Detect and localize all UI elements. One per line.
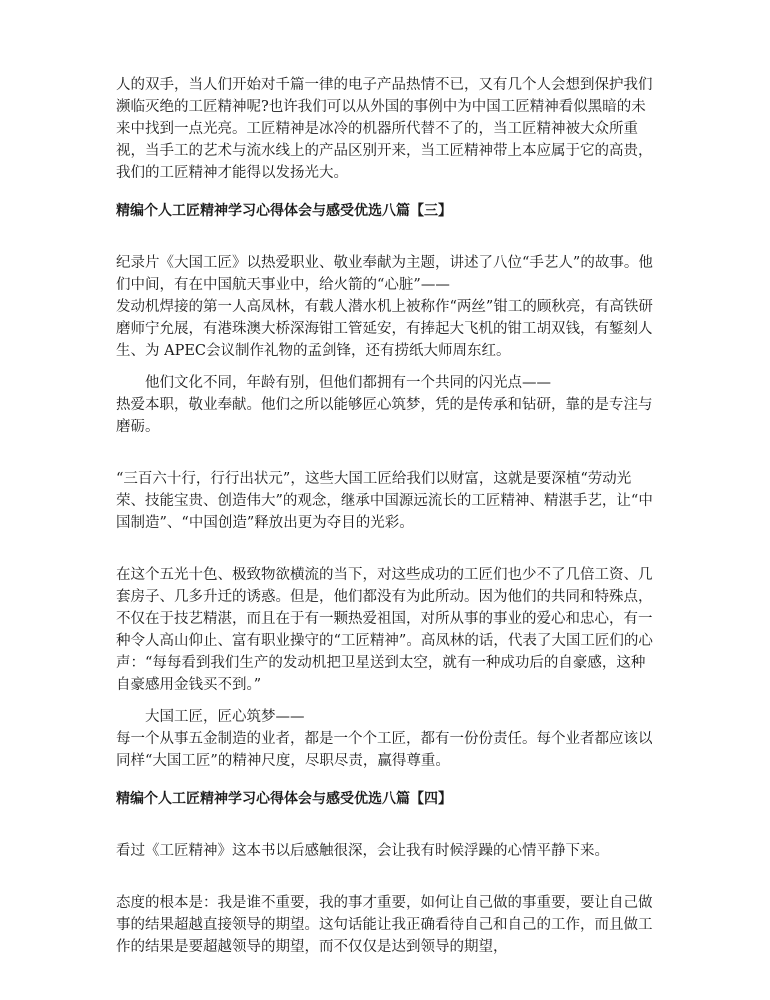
paragraph-intro: 人的双手，当人们开始对千篇一律的电子产品热情不已，又有几个人会想到保护我们濒临灭绝的工匠精神呢?也许我们可以从外国的事例中为中国工匠精神看似黑暗的未来中找到一点光亮。工匠精神是冰冷的机器所代替不了的，当工匠精神被大众所重视，当手工的艺术与流水线上的产品区别开来，当工匠精神带上本应属于它的高贵，我们的工匠精神才能得以发扬光大。 bbox=[116, 77, 653, 181]
section-heading-3: 精编个人工匠精神学习心得体会与感受优选八篇【三】 bbox=[116, 203, 452, 219]
paragraph-attitude: 态度的根本是：我是谁不重要，我的事才重要，如何让自己做的事重要，要让自己做事的结果超越直接领导的期望。这句话能让我正确看待自己和自己的工作，而且做工作的结果是要超越领导的期望，而不仅仅是达到领导的期望， bbox=[116, 895, 653, 955]
document-page bbox=[116, 74, 656, 958]
paragraph-temptation: 在这个五光十色、极致物欲横流的当下，对这些成功的工匠们也少不了几倍工资、几套房子、几多升迁的诱惑。但是，他们都没有为此所动。因为他们的共同和特殊点，不仅在于技艺精湛，而且在于有一颗热爱祖国，对所从事的事业的爱心和忠心，有一种令人高山仰止、富有职业操守的“工匠精神”。高凤林的话，代表了大国工匠们的心声：“每每看到我们生产的发动机把卫星送到太空，就有一种成功后的自豪感，这种自豪感用金钱买不到。” bbox=[116, 567, 653, 693]
paragraph-common-trait-lead: 他们文化不同，年龄有别，但他们都拥有一个共同的闪光点—— bbox=[145, 375, 551, 391]
paragraph-every-trade: “三百六十行，行行出状元”，这些大国工匠给我们以财富，这就是要深植“劳动光荣、技能宝贵、创造伟大”的观念，继承中国源远流长的工匠精神、精湛手艺，让“中国制造”、“中国创造”释放出更为夺目的光彩。 bbox=[116, 471, 653, 531]
paragraph-dream-lead: 大国工匠，匠心筑梦—— bbox=[145, 709, 305, 725]
paragraph-hardware-makers: 每一个从事五金制造的业者，都是一个个工匠，都有一份份责任。每个业者都应该以同样“大国工匠”的精神尺度，尽职尽责，赢得尊重。 bbox=[116, 731, 653, 769]
section-heading-4: 精编个人工匠精神学习心得体会与感受优选八篇【四】 bbox=[116, 791, 452, 807]
paragraph-common-trait: 热爱本职，敬业奉献。他们之所以能够匠心筑梦，凭的是传承和钻研，靠的是专注与磨砺。 bbox=[116, 397, 653, 435]
paragraph-craftsmen-list: 发动机焊接的第一人高凤林，有载人潜水机上被称作“两丝”钳工的顾秋亮，有高铁研磨师宁允展，有港珠澳大桥深海钳工管延安，有捧起大飞机的钳工胡双钱，有錾刻人生、为 APEC会议制作礼物的孟剑锋，还有捞纸大师周东红。 bbox=[116, 299, 653, 359]
paragraph-documentary: 纪录片《大国工匠》以热爱职业、敬业奉献为主题，讲述了八位“手艺人”的故事。他们中间，有在中国航天事业中，给火箭的“心脏”—— bbox=[116, 255, 653, 293]
paragraph-book: 看过《工匠精神》这本书以后感触很深，会让我有时候浮躁的心情平静下来。 bbox=[116, 843, 609, 859]
